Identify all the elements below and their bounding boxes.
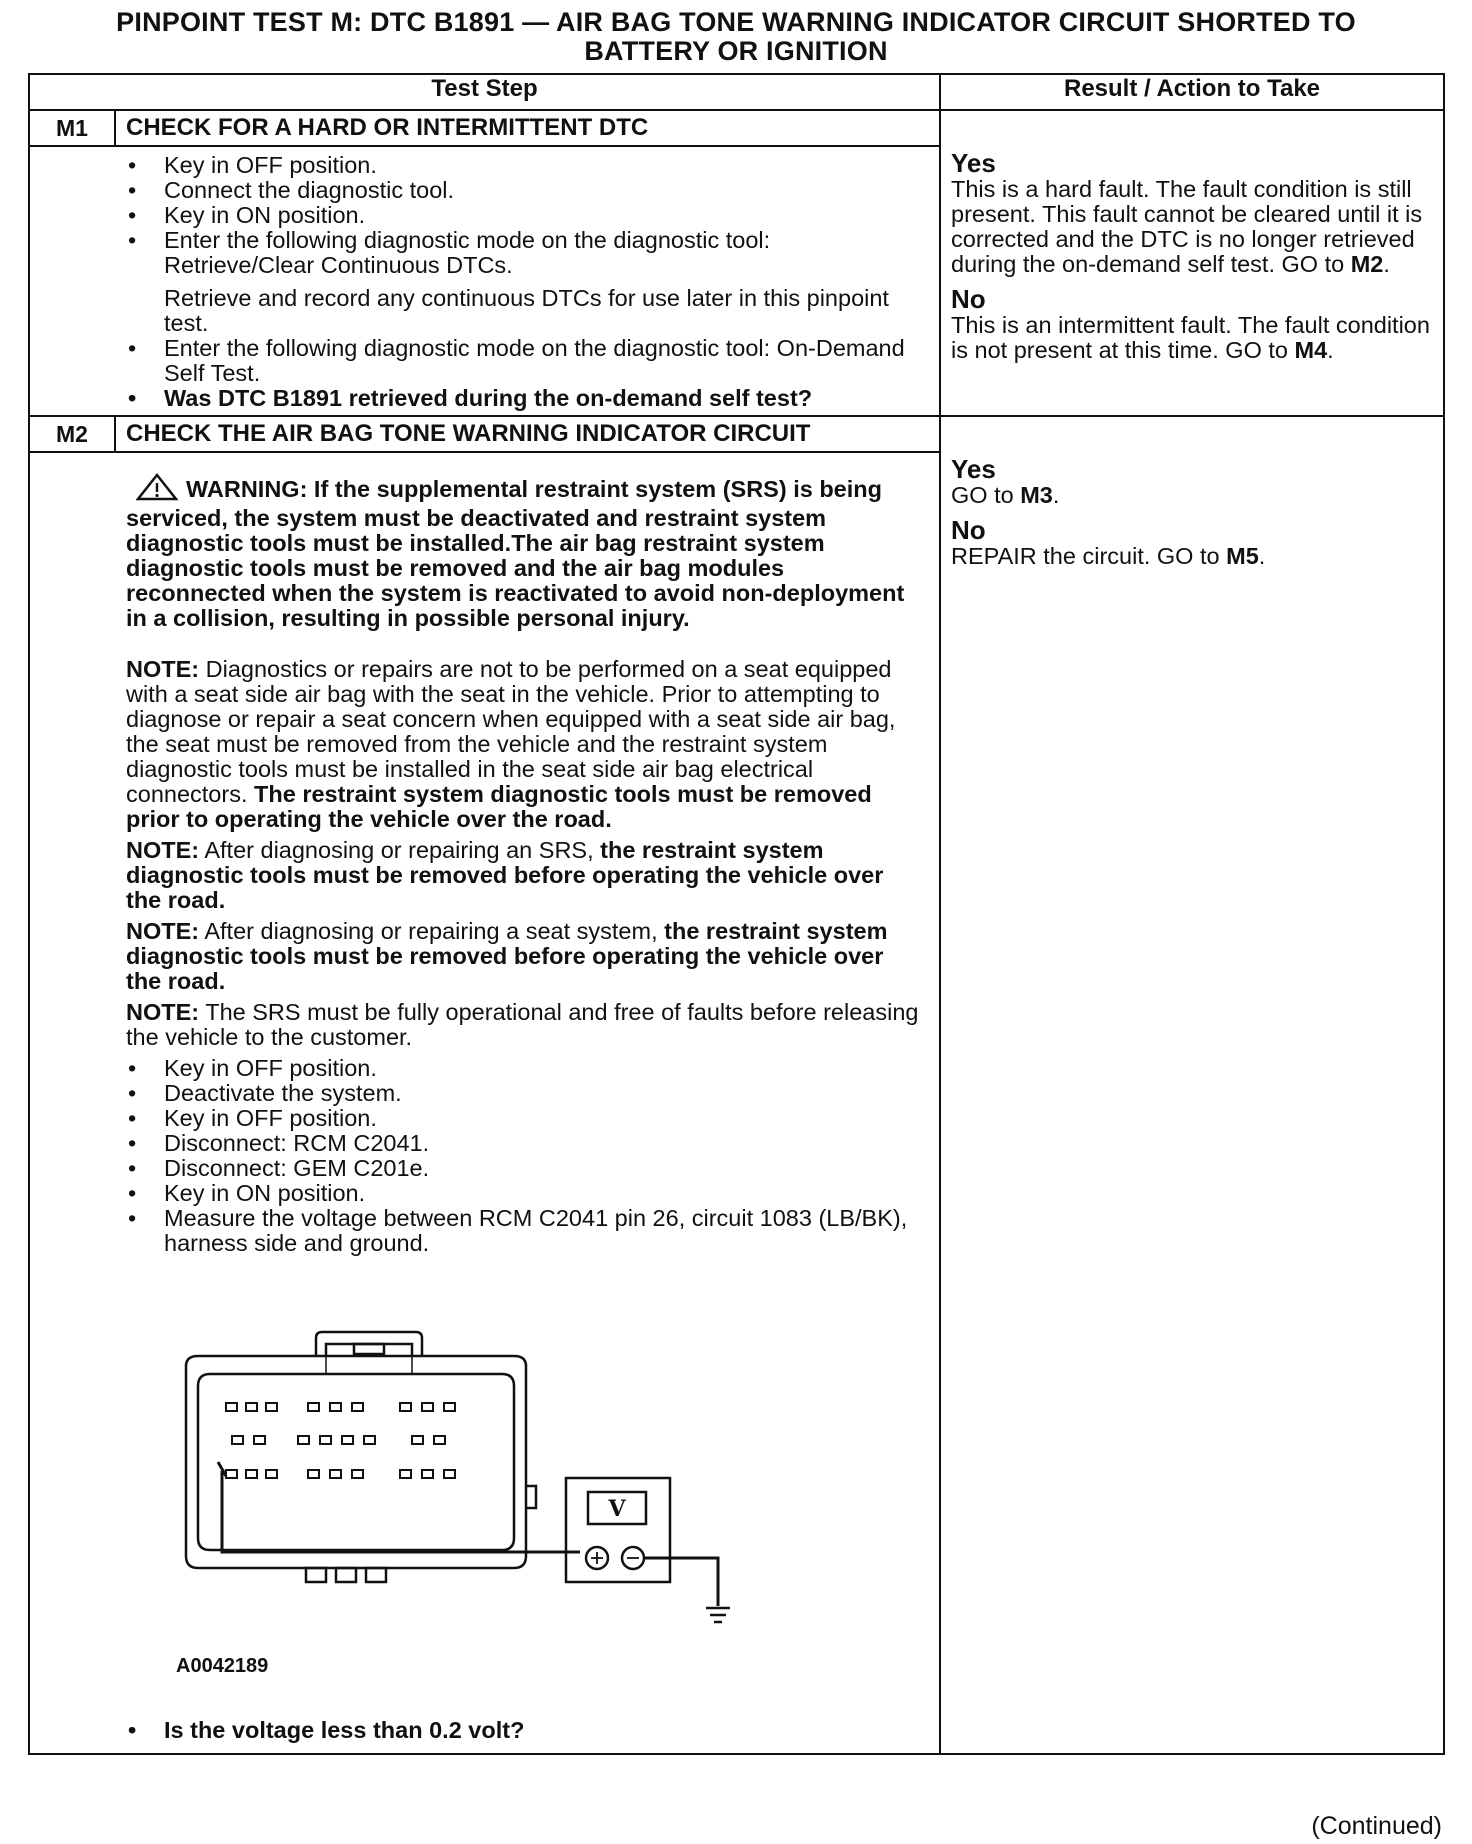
step-m2-result-body <box>941 417 1443 569</box>
step-m2-question-list <box>126 1718 921 1743</box>
step-m1-bullets <box>126 153 921 278</box>
note-4 <box>126 1000 921 1050</box>
note-text: Diagnostics or repairs are not to be performed on a seat equipped with a seat side air bag with the seat in the vehicle. Prior to attempting to diagnose or repair a seat concern when equipped with a seat side air bag, the seat must be removed from the vehicle and the restraint system diagnostic tools must be installed in the seat side air bag electrical connectors. <box>126 656 896 807</box>
list-item: • Key in ON position. <box>126 203 921 228</box>
page-title <box>60 8 1412 66</box>
m1-yes-goto: M2 <box>1350 251 1384 277</box>
step-m1-title: CHECK FOR A HARD OR INTERMITTENT DTC <box>126 114 649 141</box>
list-item: • Key in ON position. <box>126 1181 921 1206</box>
list-item: • Key in OFF position. <box>126 153 921 178</box>
step-m1-id: M1 <box>30 111 116 145</box>
note-text: After diagnosing or repairing a seat system, <box>204 918 658 944</box>
step-m2-question: • Is the voltage less than 0.2 volt? <box>126 1718 921 1743</box>
list-item: • Key in OFF position. <box>126 1106 921 1131</box>
step-m2-body <box>30 453 939 1753</box>
note-2 <box>126 838 921 913</box>
m2-no-action: REPAIR the circuit. GO to M5. <box>951 543 1266 569</box>
note-label: NOTE: <box>126 999 200 1025</box>
step-m1-cell <box>29 110 940 416</box>
list-item: • Enter the following diagnostic mode on the diagnostic tool: On-Demand Self Test. <box>126 336 921 386</box>
note-bold-text: the restraint system diagnostic tools must be removed before operating the vehicle over the road. <box>126 918 888 994</box>
warning-triangle-icon <box>136 473 178 506</box>
m2-yes-label: Yes <box>951 454 996 484</box>
note-label: NOTE: <box>126 918 200 944</box>
list-item: • Enter the following diagnostic mode on the diagnostic tool: Retrieve/Clear Continuous DTCs. <box>126 228 921 278</box>
m1-no-action: This is an intermittent fault. The fault condition is not present at this time. GO to M4. <box>951 312 1430 363</box>
step-m1-paragraph: Retrieve and record any continuous DTCs for use later in this pinpoint test. <box>164 285 889 336</box>
note-label: NOTE: <box>126 837 200 863</box>
step-m2-title: CHECK THE AIR BAG TONE WARNING INDICATOR CIRCUIT <box>126 420 811 447</box>
step-m2-row <box>29 416 1444 1754</box>
m1-yes-text: This is a hard fault. The fault condition is still present. This fault cannot be cleared until it is corrected and the DTC is no longer retrieved during the on-demand self test. GO to <box>951 176 1423 277</box>
connector-pins <box>226 1403 455 1478</box>
step-m1-body <box>30 147 939 415</box>
m1-no-label: No <box>951 284 986 314</box>
list-item: • Disconnect: GEM C201e. <box>126 1156 921 1181</box>
m2-yes-goto: M3 <box>1020 482 1053 508</box>
note-3 <box>126 919 921 994</box>
m2-no-label: No <box>951 515 986 545</box>
connector-voltmeter-diagram <box>36 1256 756 1676</box>
m1-no-text: This is an intermittent fault. The fault condition is not present at this time. GO to <box>951 312 1430 363</box>
pinpoint-test-table <box>28 73 1445 1755</box>
title-line-1: PINPOINT TEST M: DTC B1891 — AIR BAG TONE WARNING INDICATOR CIRCUIT SHORTED TO <box>116 7 1356 37</box>
ground-icon <box>706 1608 730 1622</box>
note-bold-text: the restraint system diagnostic tools must be removed before operating the vehicle over the road. <box>126 837 884 913</box>
step-m1-question: • Was DTC B1891 retrieved during the on-demand self test? <box>126 386 921 411</box>
notes <box>126 657 921 1050</box>
note-text: The SRS must be fully operational and free of faults before releasing the vehicle to the customer. <box>126 999 919 1050</box>
step-m2-bullets <box>126 1056 921 1256</box>
m1-yes-label: Yes <box>951 148 996 178</box>
connector-c2041-icon <box>186 1332 536 1582</box>
step-m2-result <box>940 416 1444 1754</box>
list-item: • Connect the diagnostic tool. <box>126 178 921 203</box>
list-item: • Key in OFF position. <box>126 1056 921 1081</box>
m1-yes-action: This is a hard fault. The fault condition is still present. This fault cannot be cleared until it is corrected and the DTC is no longer retrieved during the on-demand self test. GO to M2. <box>951 176 1423 277</box>
continued-label: (Continued) <box>1311 1812 1442 1840</box>
step-m1-row <box>29 110 1444 416</box>
m2-no-text: REPAIR the circuit. GO to <box>951 543 1220 569</box>
connector-figure <box>36 1256 921 1726</box>
column-header-test-step: Test Step <box>29 74 940 110</box>
note-text: After diagnosing or repairing an SRS, <box>204 837 594 863</box>
step-m1-bullets-2 <box>126 336 921 411</box>
figure-caption: A0042189 <box>176 1655 269 1677</box>
title-line-2: BATTERY OR IGNITION <box>584 36 888 66</box>
step-m2-cell <box>29 416 940 1754</box>
step-m2-id: M2 <box>30 417 116 451</box>
note-bold-text: The restraint system diagnostic tools must be removed prior to operating the vehicle over the road. <box>126 781 872 832</box>
note-label: NOTE: <box>126 656 200 682</box>
m2-yes-action: GO to M3. <box>951 482 1060 508</box>
warning-text: WARNING: If the supplemental restraint system (SRS) is being serviced, the system must be deactivated and restraint system diagnostic tools must be installed.The air bag restraint system diagnostic tools must be removed and the air bag modules reconnected when the system is reactivated to avoid non-deployment in a collision, resulting in possible personal injury. <box>126 476 905 631</box>
m2-yes-text: GO to <box>951 482 1014 508</box>
list-item: • Deactivate the system. <box>126 1081 921 1106</box>
list-item: • Measure the voltage between RCM C2041 pin 26, circuit 1083 (LB/BK), harness side and ground. <box>126 1206 921 1256</box>
voltmeter-icon <box>566 1478 718 1606</box>
step-m2-header <box>30 417 939 453</box>
list-item: • Disconnect: RCM C2041. <box>126 1131 921 1156</box>
voltmeter-label: V <box>608 1496 626 1522</box>
srs-warning <box>126 473 921 631</box>
step-m1-result-body <box>941 111 1443 363</box>
m1-no-goto: M4 <box>1294 337 1328 363</box>
step-m1-result <box>940 110 1444 416</box>
step-m1-header <box>30 111 939 147</box>
note-1 <box>126 657 921 832</box>
m2-no-goto: M5 <box>1226 543 1259 569</box>
column-header-result: Result / Action to Take <box>940 74 1444 110</box>
